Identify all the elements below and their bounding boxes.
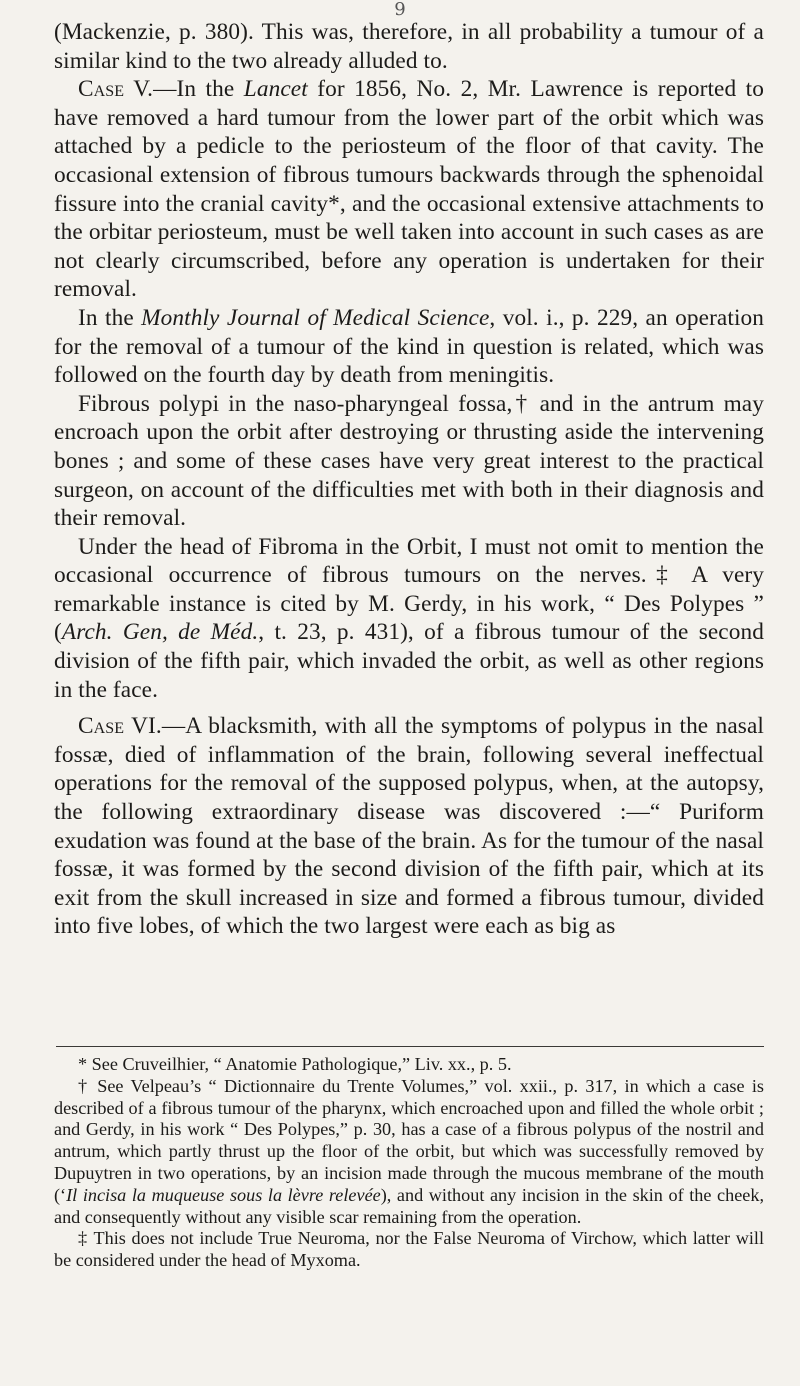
paragraph-fibrous-polypi	[54, 390, 764, 533]
journal-title: Lancet	[243, 76, 308, 103]
paragraph-case-v	[54, 75, 764, 304]
paragraph-fibroma-nerves	[54, 533, 764, 705]
paragraph-monthly-journal	[54, 304, 764, 390]
citation-title: Arch. Gen, de Méd.	[61, 619, 259, 646]
paragraph-text: —In the	[153, 76, 244, 103]
paragraph-mackenzie	[54, 18, 764, 75]
paragraph-text: —A blacksmith, with all the symptoms of polypus in the nasal fossæ, died of inflammation of the brain, following several ineffectual operations for the removal of the supposed polypus, when, at the autopsy, the following extraordinary disease was discovered :—“ Puriform exudation was found at the base of the brain. As for the tumour of the nasal fossæ, it was formed by the second division of the fifth pair, which at its exit from the skull increased in size and formed a fibrous tumour, divided into five lobes, of which the two largest were each as big as	[54, 713, 764, 940]
footnote-text: ), and without any incision in the skin of the cheek, and consequently without any visible scar remaining from the operation.	[54, 1184, 765, 1227]
footnote-dagger	[54, 1076, 764, 1229]
footnote-asterisk: * See Cruveilhier, “ Anatomie Pathologique,” Liv. xx., p. 5.	[78, 1054, 512, 1074]
page-number: 9	[394, 0, 406, 20]
journal-title: Monthly Journal of Medical Science	[141, 304, 490, 331]
paragraph-text: for 1856, No. 2, Mr. Lawrence is reported to have removed a hard tumour from the lower part of the orbit which was attached by a pedicle to the periosteum of the floor of that cavity. The occasional extension of fibrous tumours backwards through the sphenoidal fissure into the cranial cavity*, and the occasional extensive attachments to the orbitar periosteum, must be well taken into account in such cases as are not clearly circumscribed, before any operation is undertaken for their removal.	[54, 76, 764, 303]
paragraph-text: In the	[78, 304, 142, 331]
footnote-text: † See Velpeau’s “ Dictionnaire du Trente Volumes,” vol. xxii., p. 317, in which a case is described of a fibrous tumour of the pharynx, which encroached upon and filled the whole orbit ; and Gerdy, in his work “ Des Polypes,” p. 30, has a case of a fibrous polypus of the nostril and antrum, which partly thrust up the floor of the orbit, but which was successfully removed by Dupuytren in two operations, by an incision made through the mucous membrane of the mouth (‘	[54, 1075, 764, 1205]
case-heading: Case V.	[78, 76, 154, 103]
main-text	[54, 18, 764, 941]
case-heading: Case VI.	[78, 713, 162, 740]
paragraph-text: (Mackenzie, p. 380). This was, therefore, in all probability a tumour of a similar kind to the two already alluded to.	[54, 19, 764, 74]
footnotes	[54, 1054, 764, 1272]
footnote-quote: Il incisa la muqueuse sous la lèvre relevée	[66, 1184, 381, 1205]
paragraph-text: , vol. i., p. 229, an operation for the removal of a tumour of the kind in question is related, which was followed on the fourth day by death from meningitis.	[54, 304, 765, 389]
paragraph-text: Under the head of Fibroma in the Orbit, I must not omit to mention the occasional occurrence of fibrous tumours on the nerves.‡ A very remarkable instance is cited by M. Gerdy, in his work, “ Des Polypes ” (	[54, 533, 764, 646]
footnote-double-dagger: ‡ This does not include True Neuroma, nor the False Neuroma of Virchow, which latter will be considered under the head of Myxoma.	[54, 1228, 764, 1271]
footnote-rule	[56, 1046, 764, 1047]
paragraph-case-vi	[54, 712, 764, 941]
paragraph-text: , t. 23, p. 431), of a fibrous tumour of the second division of the fifth pair, which invaded the orbit, as well as other regions in the face.	[54, 619, 764, 703]
paragraph-text: Fibrous polypi in the naso-pharyngeal fossa,† and in the antrum may encroach upon the orbit after destroying or thrusting aside the intervening bones ; and some of these cases have very great interest to the practical surgeon, on account of the difficulties met with both in their diagnosis and their removal.	[54, 390, 764, 532]
